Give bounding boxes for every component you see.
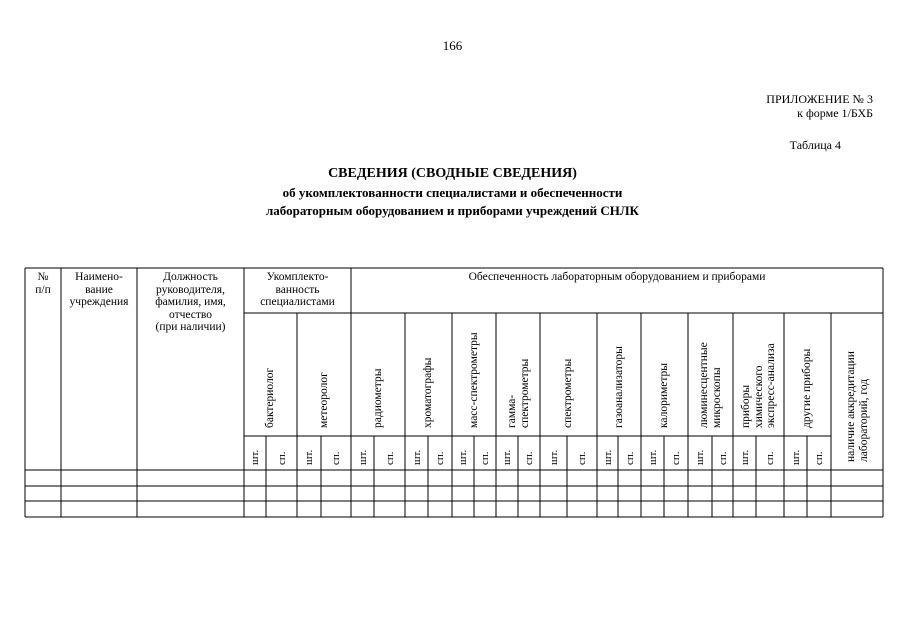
header-staff-0-line: бактериолог [264, 367, 277, 428]
header-staff-1-line: метеоролог [317, 372, 330, 428]
page-number: 166 [442, 38, 463, 53]
header-equipment-0 [372, 369, 385, 428]
header-equipment-5-line: газоанализаторы [612, 346, 625, 428]
unit-specialists-label: сп. [434, 451, 446, 465]
unit-specialists-label: сп. [576, 451, 588, 465]
unit-specialists-label: сп. [523, 451, 535, 465]
unit-specialists-label: сп. [623, 451, 636, 465]
header-equipment-9 [801, 349, 814, 428]
header-equipment-5 [613, 346, 626, 428]
unit-specialists-label: сп. [330, 451, 342, 465]
header-staffing [244, 271, 351, 309]
annex-line-2: к форме 1/БХБ [797, 106, 873, 120]
header-staff-1 [318, 372, 331, 428]
unit-specialists-label: сп. [479, 451, 491, 465]
unit-pieces-label: шт. [501, 449, 513, 465]
header-accreditation-line: лабораторий, год [857, 378, 869, 462]
document-subtitle-2: лабораторным оборудованием и приборами учреждений СНЛК [266, 203, 639, 218]
unit-specialists-label: сп. [813, 451, 825, 465]
header-staff-0 [264, 368, 277, 428]
header-head-of-institution-line: руководителя, [156, 283, 225, 296]
header-head-of-institution-line: Должность [163, 271, 218, 283]
unit-pieces-label: шт. [601, 449, 614, 465]
unit-pieces-label: шт. [789, 449, 802, 465]
header-institution-name-line: Наимено- [75, 271, 123, 283]
header-accreditation-line: наличие аккредитации [844, 351, 857, 462]
unit-pieces-label: шт. [457, 449, 469, 465]
document-subtitle-1: об укомплектованности специалистами и обеспеченности [282, 185, 623, 200]
header-equipment-7-line: микроскопы [710, 367, 723, 428]
header-equipment-3-line: гамма- [505, 394, 518, 428]
header-head-of-institution [137, 271, 244, 334]
document-title: СВЕДЕНИЯ (СВОДНЫЕ СВЕДЕНИЯ) [328, 166, 577, 181]
header-equipment-2-line: масс-спектрометры [467, 332, 480, 428]
header-institution-name-line: учреждения [69, 296, 129, 308]
header-equipment-4-line: спектрометры [562, 358, 575, 428]
unit-pieces-label: шт. [410, 449, 423, 465]
unit-specialists-label: сп. [670, 451, 682, 465]
header-equipment-1-line: хроматографы [422, 357, 435, 428]
unit-pieces-label: шт. [694, 449, 706, 465]
header-equipment: Обеспеченность лабораторным оборудованием и приборами [468, 271, 766, 283]
table-label: Таблица 4 [789, 138, 841, 152]
unit-pieces-label: шт. [249, 449, 261, 465]
header-equipment-4 [562, 359, 575, 428]
header-equipment-2 [468, 332, 481, 428]
unit-specialists-label: сп. [716, 451, 729, 465]
header-equipment-9-line: другие приборы [801, 348, 814, 428]
header-equipment-6 [658, 363, 671, 428]
header-head-of-institution-line: (при наличии) [155, 321, 226, 333]
header-equipment-8-line: приборы [739, 384, 752, 428]
header-equipment-8-line: экспресс-анализа [764, 343, 777, 428]
header-equipment-7-line: люминесцентные [698, 342, 710, 428]
header-number-line: п/п [35, 283, 51, 296]
header-head-of-institution-line: отчество [168, 308, 213, 321]
unit-specialists-label: сп. [275, 451, 288, 465]
header-head-of-institution-line: фамилия, имя, [155, 296, 226, 308]
unit-pieces-label: шт. [646, 449, 659, 465]
header-equipment-8 [740, 343, 778, 428]
header-equipment-0-line: радиометры [371, 368, 384, 428]
header-staffing-line: Укомплекто- [266, 271, 329, 283]
unit-specialists-label: сп. [764, 451, 776, 465]
header-number-line: № [37, 271, 49, 283]
header-staffing-line: ванность [275, 283, 320, 296]
header-equipment-8-line: химического [752, 365, 765, 428]
header-equipment-3-line: спектрометры [518, 358, 530, 428]
header-staffing-line: специалистами [260, 296, 335, 308]
unit-specialists-label: сп. [383, 451, 396, 465]
header-institution-name-line: вание [85, 283, 113, 296]
unit-pieces-label: шт. [738, 449, 751, 465]
header-equipment-1 [422, 358, 435, 428]
header-institution-name [61, 271, 137, 309]
header-equipment-7 [698, 342, 723, 428]
annex-line-1: ПРИЛОЖЕНИЕ № 3 [766, 92, 873, 106]
unit-pieces-label: шт. [547, 449, 560, 465]
header-number [25, 271, 61, 296]
unit-pieces-label: шт. [356, 449, 369, 465]
unit-pieces-label: шт. [303, 449, 315, 465]
header-accreditation [845, 351, 870, 462]
header-equipment-6-line: калориметры [658, 362, 671, 428]
header-equipment-3 [506, 359, 531, 428]
